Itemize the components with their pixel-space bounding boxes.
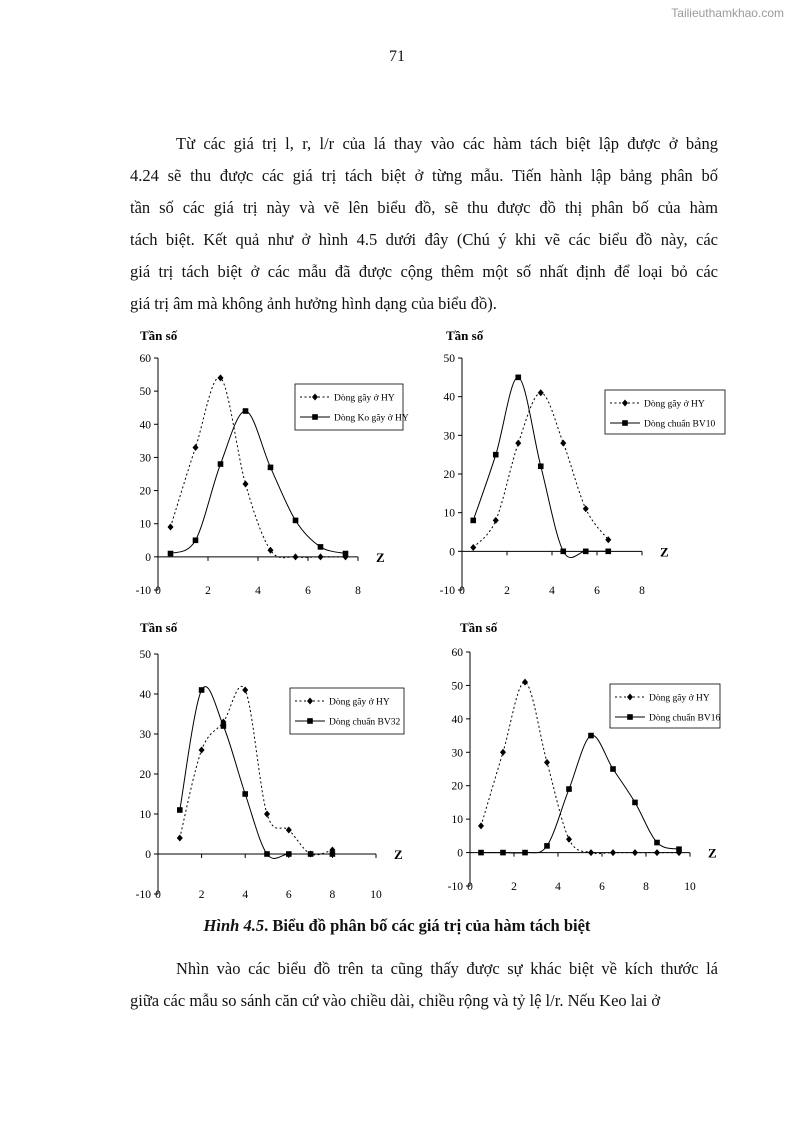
y-tick-label: 40 (451, 713, 463, 726)
series-line-2 (481, 735, 679, 853)
data-point-square (308, 851, 314, 857)
data-point-square (318, 544, 324, 550)
x-tick-label: 2 (205, 585, 211, 597)
data-point-square (676, 846, 682, 852)
data-point-square (221, 723, 227, 729)
y-tick-label: 20 (443, 469, 455, 481)
data-point-square (193, 537, 199, 543)
data-point-square (605, 549, 611, 555)
x-tick-label: 6 (599, 881, 605, 893)
data-point-square (583, 549, 589, 555)
data-point-square (478, 850, 484, 856)
x-axis-label: Z (708, 845, 717, 861)
caption-text: . Biểu đồ phân bố các giá trị của hàm tách biệt (264, 916, 591, 935)
legend (290, 688, 404, 734)
plot-area (448, 620, 717, 893)
legend-marker-square (622, 420, 628, 426)
y-tick-label: 0 (457, 847, 463, 860)
data-point-square (560, 549, 566, 555)
x-tick-label: 0 (155, 585, 161, 597)
legend-label: Dòng chuẩn BV10 (644, 419, 716, 430)
x-axis-label: Z (376, 549, 385, 565)
legend-label: Dòng gãy ở HY (644, 399, 705, 410)
x-axis-label: Z (394, 847, 403, 862)
y-tick-label: 10 (443, 507, 455, 520)
y-tick-label: 10 (139, 809, 151, 821)
x-tick-label: 0 (155, 889, 161, 901)
data-point-square (588, 733, 594, 739)
x-tick-label: 8 (639, 585, 645, 597)
y-tick-label: 50 (451, 680, 463, 693)
data-point-diamond (199, 747, 205, 754)
data-point-square (566, 786, 572, 792)
x-tick-label: 2 (198, 889, 205, 901)
y-tick-label: 60 (139, 353, 151, 365)
text-line: tần số các giá trị này và vẽ lên biểu đồ, sẽ thu được đồ thị phân bố của hàm (130, 198, 718, 217)
chart-1-svg (120, 322, 420, 602)
y-tick-label: 20 (139, 485, 151, 498)
text-line: giữa các mẫu so sánh căn cứ vào chiều dài, chiều rộng và tỷ lệ l/r. Nếu Keo lai ở (130, 991, 661, 1010)
data-point-square (610, 766, 616, 772)
y-tick-label: 50 (139, 649, 151, 661)
data-point-diamond (515, 440, 521, 447)
chart-4-svg (430, 614, 730, 904)
y-axis-label: Tần số (140, 328, 178, 343)
y-axis-label: Tần số (446, 328, 484, 343)
text-line: giá trị tách biệt ở các mẫu đã được cộng thêm một số nhất định để loại bỏ các (130, 262, 718, 281)
data-point-diamond (493, 517, 499, 524)
y-tick-label: 10 (451, 814, 463, 827)
y-tick-label: 40 (139, 689, 151, 701)
chart-2 (430, 322, 730, 602)
paragraph-1 (130, 128, 718, 320)
y-tick-label: 20 (139, 769, 151, 781)
legend (605, 390, 725, 434)
x-tick-label: 6 (305, 585, 311, 597)
x-tick-label: 0 (467, 881, 473, 893)
y-tick-label: 40 (139, 419, 151, 432)
caption-label: Hình 4.5 (203, 916, 265, 935)
data-point-diamond (293, 553, 299, 560)
x-tick-label: 10 (370, 889, 382, 901)
data-point-diamond (544, 759, 550, 766)
data-point-square (243, 408, 249, 414)
data-point-diamond (610, 849, 616, 856)
data-point-diamond (654, 849, 660, 856)
data-point-diamond (470, 544, 476, 551)
page-number: 71 (389, 48, 405, 65)
data-point-diamond (242, 687, 248, 694)
data-point-diamond (560, 440, 566, 447)
x-tick-label: 8 (643, 881, 649, 893)
chart-2-svg (430, 322, 730, 602)
legend (295, 384, 409, 430)
x-tick-label: 6 (285, 889, 292, 901)
figure-caption (0, 916, 794, 936)
y-tick-label: 10 (139, 518, 151, 531)
data-point-square (286, 851, 292, 857)
chart-3-svg (120, 614, 420, 904)
data-point-square (500, 850, 506, 856)
y-tick-label: 40 (443, 391, 455, 404)
paragraph-2 (130, 953, 718, 1017)
data-point-square (218, 461, 224, 467)
x-tick-label: 4 (549, 585, 555, 597)
data-point-square (343, 551, 349, 557)
data-point-diamond (478, 822, 484, 829)
legend-label: Dòng chuẩn BV32 (329, 717, 401, 728)
x-tick-label: 10 (684, 881, 696, 893)
data-point-square (515, 375, 521, 381)
data-point-square (330, 851, 336, 857)
x-tick-label: 8 (329, 889, 336, 901)
y-axis-label: Tần số (460, 620, 498, 635)
watermark: Tailieuthamkhao.com (671, 6, 784, 20)
legend-label: Dòng gãy ở HY (329, 697, 390, 708)
x-tick-label: 2 (504, 585, 510, 597)
y-tick-label: 30 (139, 729, 151, 741)
series-line-1 (473, 393, 608, 548)
text-line: Nhìn vào các biểu đồ trên ta cũng thấy được sự khác biệt về kích thước lá (176, 959, 718, 978)
x-axis-label: Z (660, 544, 669, 560)
plot-area (440, 328, 669, 597)
y-tick-label: 0 (449, 546, 455, 559)
y-tick-label: -10 (135, 585, 151, 597)
y-tick-label: -10 (135, 889, 151, 901)
data-point-diamond (588, 849, 594, 856)
x-tick-label: 4 (555, 881, 561, 893)
y-tick-label: 30 (443, 430, 455, 443)
data-point-diamond (538, 389, 544, 396)
y-tick-label: -10 (447, 881, 463, 893)
data-point-square (199, 687, 205, 693)
y-tick-label: 0 (145, 551, 151, 564)
y-axis-label: Tần số (140, 620, 178, 635)
legend (610, 684, 720, 728)
legend-label: Dòng chuẩn BV16 (649, 713, 721, 724)
text-line: Từ các giá trị l, r, l/r của lá thay vào các hàm tách biệt lập được ở bảng (176, 134, 718, 153)
x-tick-label: 4 (255, 585, 261, 597)
legend-label: Dòng gãy ở HY (334, 393, 395, 404)
data-point-diamond (583, 505, 589, 512)
y-tick-label: 50 (443, 353, 455, 365)
data-point-diamond (243, 480, 249, 487)
data-point-square (632, 800, 638, 806)
legend-marker-square (312, 414, 318, 420)
chart-4 (430, 614, 730, 904)
data-point-diamond (177, 835, 183, 842)
data-point-diamond (605, 536, 611, 543)
data-point-square (544, 843, 550, 849)
chart-1 (120, 322, 420, 602)
data-point-square (654, 840, 660, 846)
legend-marker-square (627, 714, 633, 720)
plot-area (136, 620, 403, 901)
text-line: tách biệt. Kết quả như ở hình 4.5 dưới đây (Chú ý khi vẽ các biểu đồ này, các (130, 230, 718, 249)
legend-marker-square (307, 718, 313, 724)
data-point-square (470, 518, 476, 524)
data-point-square (168, 551, 174, 557)
y-tick-label: 20 (451, 780, 463, 793)
data-point-square (493, 452, 499, 458)
data-point-diamond (286, 827, 292, 834)
legend-label: Dòng gãy ở HY (649, 693, 710, 704)
text-line: giá trị âm mà không ảnh hưởng hình dạng của biểu đồ). (130, 294, 497, 313)
y-tick-label: 60 (451, 647, 463, 659)
data-point-square (522, 850, 528, 856)
y-tick-label: 30 (451, 747, 463, 760)
plot-area (136, 328, 385, 597)
legend-label: Dòng Ko gãy ở HY (334, 413, 409, 424)
data-point-diamond (264, 811, 270, 818)
data-point-square (264, 851, 270, 857)
x-tick-label: 8 (355, 585, 361, 597)
x-tick-label: 0 (459, 585, 465, 597)
data-point-diamond (566, 836, 572, 843)
data-point-diamond (318, 553, 324, 560)
x-tick-label: 6 (594, 585, 600, 597)
y-tick-label: 30 (139, 452, 151, 465)
text-line: 4.24 sẽ thu được các giá trị tách biệt ở từng mẫu. Tiến hành lập bảng phân bố (130, 166, 718, 185)
y-tick-label: 50 (139, 386, 151, 399)
data-point-square (177, 807, 183, 813)
chart-3 (120, 614, 420, 904)
data-point-diamond (500, 749, 506, 756)
data-point-diamond (632, 849, 638, 856)
data-point-square (242, 791, 248, 797)
x-tick-label: 2 (511, 881, 517, 893)
x-tick-label: 4 (242, 889, 249, 901)
data-point-square (268, 465, 274, 471)
data-point-square (538, 463, 544, 469)
data-point-diamond (168, 524, 174, 531)
series-line-2 (171, 411, 346, 554)
y-tick-label: -10 (439, 585, 455, 597)
data-point-square (293, 518, 299, 524)
y-tick-label: 0 (145, 849, 151, 861)
data-point-diamond (193, 444, 199, 451)
